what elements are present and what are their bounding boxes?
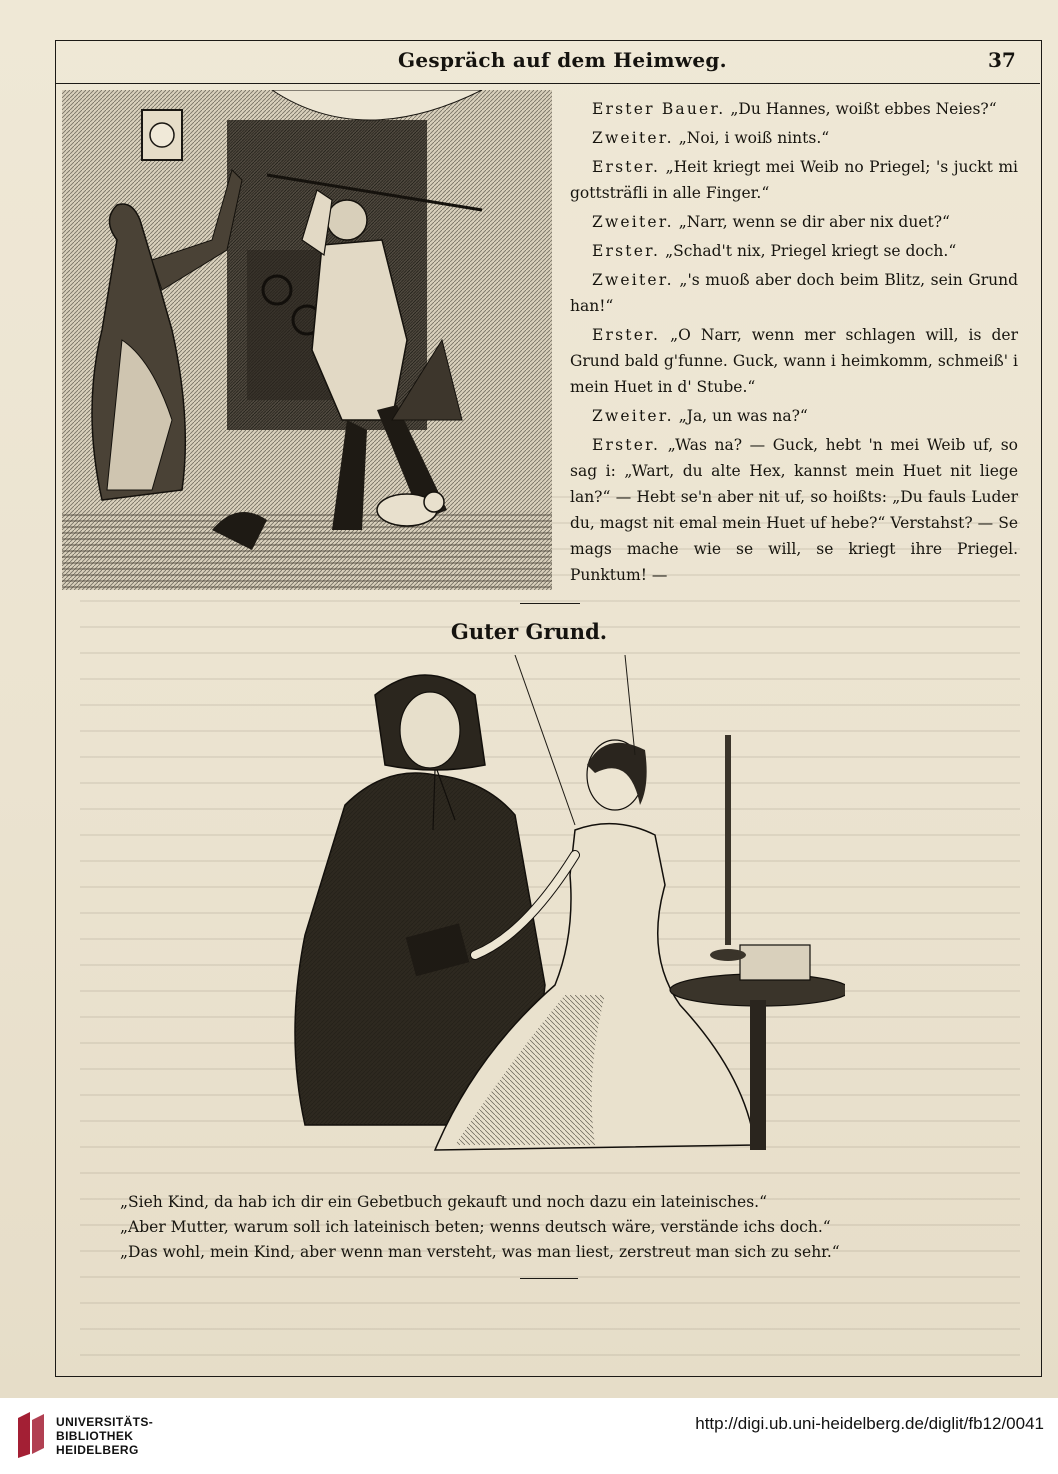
dialogue-line bbox=[570, 403, 1018, 429]
illustration-farmer-and-wife bbox=[62, 90, 552, 590]
dialogue-line bbox=[570, 154, 1018, 206]
dialogue-line bbox=[570, 96, 1018, 122]
illustration-mother-and-daughter bbox=[285, 655, 845, 1180]
illustration-captions bbox=[120, 1190, 1020, 1265]
dialogue-speech: „O Narr, wenn mer schlagen will, is der Grund bald g'funne. Guck, wann i heimkomm, schmeiß' i mein Huet in d' Stube.“ bbox=[570, 326, 1018, 396]
dialogue-line bbox=[570, 267, 1018, 319]
section-separator-rule bbox=[520, 603, 580, 604]
dialogue-speech: „Schad't nix, Priegel kriegt se doch.“ bbox=[665, 242, 957, 260]
dialogue-line bbox=[570, 125, 1018, 151]
dialogue-speech: „Was na? — Guck, hebt 'n mei Weib uf, so sag i: „Wart, du alte Hex, kannst mein Huet nit liege lan?“ — Hebt se'n aber nit uf, so hoißts: „Du fauls Luder du, magst nit emal mein Huet uf hebe?“ Verstahst? — Se mags mache wie se will, se kriegt ihre Priegel. Punktum! — bbox=[570, 436, 1018, 584]
running-head: Gespräch auf dem Heimweg. bbox=[398, 48, 727, 72]
source-url-link[interactable]: http://digi.ub.uni-heidelberg.de/diglit/fb12/0041 bbox=[695, 1414, 1044, 1433]
dialogue-line bbox=[570, 209, 1018, 235]
library-name bbox=[56, 1415, 153, 1457]
speaker-label: Erster. bbox=[592, 436, 661, 454]
engraving-scene-2 bbox=[285, 655, 845, 1180]
speaker-label: Zweiter. bbox=[592, 129, 674, 147]
end-rule bbox=[520, 1278, 578, 1279]
library-name-line: UNIVERSITÄTS- bbox=[56, 1415, 154, 1429]
dialogue-speech: „Ja, un was na?“ bbox=[678, 407, 808, 425]
library-logo-icon bbox=[14, 1410, 48, 1460]
page-number: 37 bbox=[988, 48, 1016, 72]
speaker-label: Erster. bbox=[592, 242, 661, 260]
engraving-scene-1 bbox=[62, 90, 552, 590]
dialogue-text bbox=[570, 96, 1018, 591]
dialogue-speech: „Narr, wenn se dir aber nix duet?“ bbox=[678, 213, 950, 231]
caption-line: „Das wohl, mein Kind, aber wenn man versteht, was man liest, zerstreut man sich zu sehr.“ bbox=[120, 1243, 840, 1261]
dialogue-line bbox=[570, 322, 1018, 400]
speaker-label: Erster. bbox=[592, 326, 661, 344]
speaker-label: Zweiter. bbox=[592, 213, 674, 231]
dialogue-speech: „Heit kriegt mei Weib no Priegel; 's juckt mi gottsträfli in alle Finger.“ bbox=[570, 158, 1018, 202]
header-rule bbox=[55, 83, 1040, 84]
caption-line: „Sieh Kind, da hab ich dir ein Gebetbuch gekauft und noch dazu ein lateinisches.“ bbox=[120, 1193, 768, 1211]
library-name-line: BIBLIOTHEK bbox=[56, 1429, 134, 1443]
speaker-label: Erster. bbox=[592, 158, 661, 176]
speaker-label: Erster Bauer. bbox=[592, 100, 726, 118]
digitization-footer bbox=[0, 1398, 1058, 1474]
section-title: Guter Grund. bbox=[450, 619, 608, 644]
caption-line: „Aber Mutter, warum soll ich lateinisch beten; wenns deutsch wäre, verstände ichs doch.“ bbox=[120, 1218, 831, 1236]
speaker-label: Zweiter. bbox=[592, 271, 674, 289]
library-name-line: HEIDELBERG bbox=[56, 1443, 139, 1457]
dialogue-speech: „Noi, i woiß nints.“ bbox=[678, 129, 830, 147]
dialogue-speech: „Du Hannes, woißt ebbes Neies?“ bbox=[730, 100, 997, 118]
dialogue-speech: „'s muoß aber doch beim Blitz, sein Grund han!“ bbox=[570, 271, 1018, 315]
dialogue-line bbox=[570, 238, 1018, 264]
speaker-label: Zweiter. bbox=[592, 407, 674, 425]
dialogue-line bbox=[570, 432, 1018, 588]
